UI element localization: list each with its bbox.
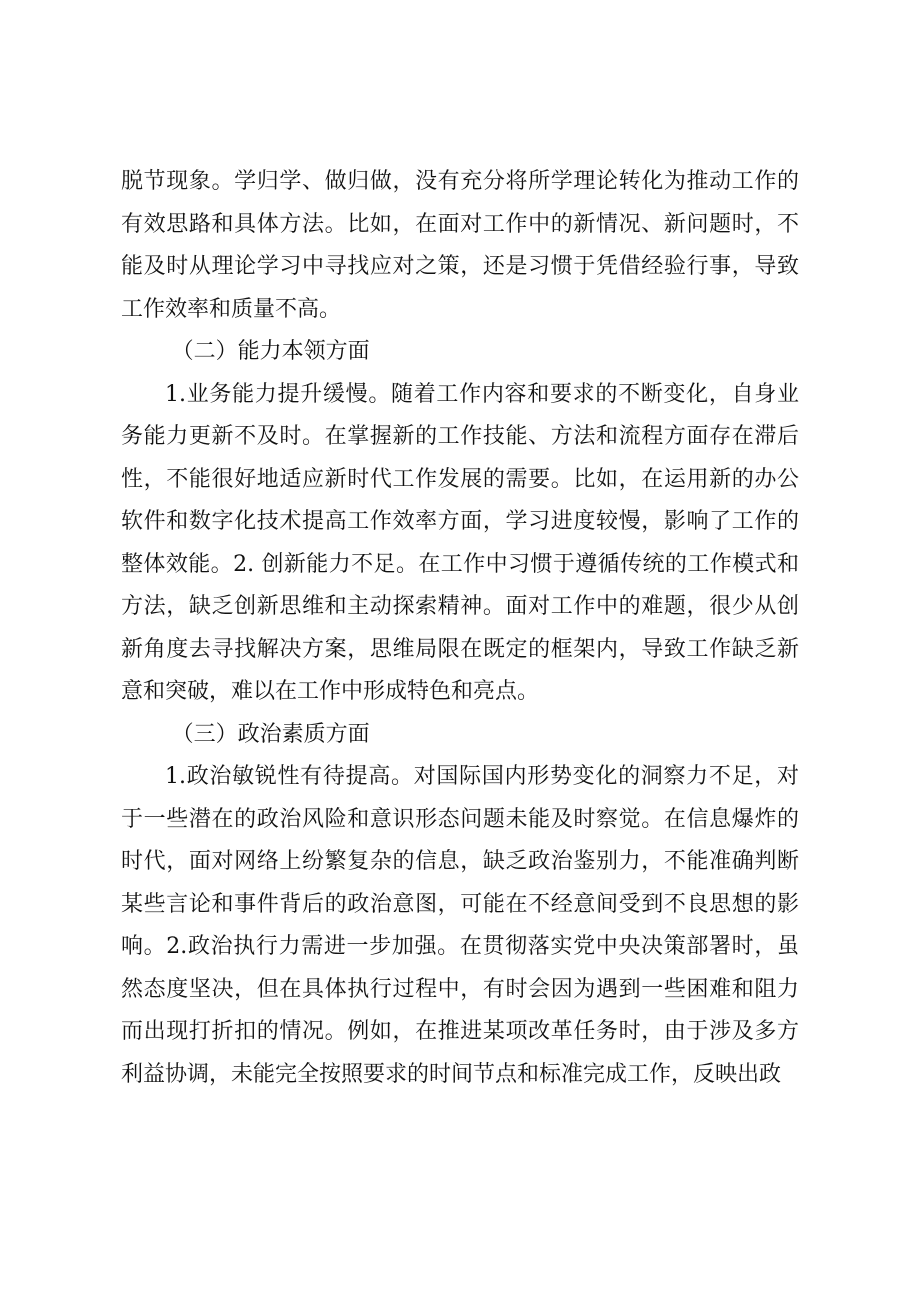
paragraph-continuation: 脱节现象。学归学、做归做，没有充分将所学理论转化为推动工作的有效思路和具体方法。比如，在面对工作中的新情况、新问题时，不能及时从理论学习中寻找应对之策，还是习惯于凭借经验行事，导致工作效率和质量不高。 <box>121 169 799 322</box>
section-heading-ability: （二）能力本领方面 <box>171 339 370 364</box>
section-heading-political: （三）政治素质方面 <box>171 721 370 747</box>
paragraph-political: 1.政治敏锐性有待提高。对国际国内形势变化的洞察力不足，对于一些潜在的政治风险和意识形态问题未能及时察觉。在信息爆炸的时代，面对网络上纷繁复杂的信息，缺乏政治鉴别力，不能准确判断某些言论和事件背后的政治意图，可能在不经意间受到不良思想的影响。2.政治执行力需进一步加强。在贯彻落实党中央决策部署时，虽然态度坚决，但在具体执行过程中，有时会因为遇到一些困难和阻力而出现打折扣的情况。例如，在推进某项改革任务时，由于涉及多方利益协调，未能完全按照要求的时间节点和标准完成工作，反映出政 <box>121 764 799 1087</box>
document-body <box>121 161 799 1096</box>
paragraph-ability: 1.业务能力提升缓慢。随着工作内容和要求的不断变化，自身业务能力更新不及时。在掌握新的工作技能、方法和流程方面存在滞后性，不能很好地适应新时代工作发展的需要。比如，在运用新的办公软件和数字化技术提高工作效率方面，学习进度较慢，影响了工作的整体效能。2. 创新能力不足。在工作中习惯于遵循传统的工作模式和方法，缺乏创新思维和主动探索精神。面对工作中的难题，很少从创新角度去寻找解决方案，思维局限在既定的框架内，导致工作缺乏新意和突破，难以在工作中形成特色和亮点。 <box>121 381 799 704</box>
